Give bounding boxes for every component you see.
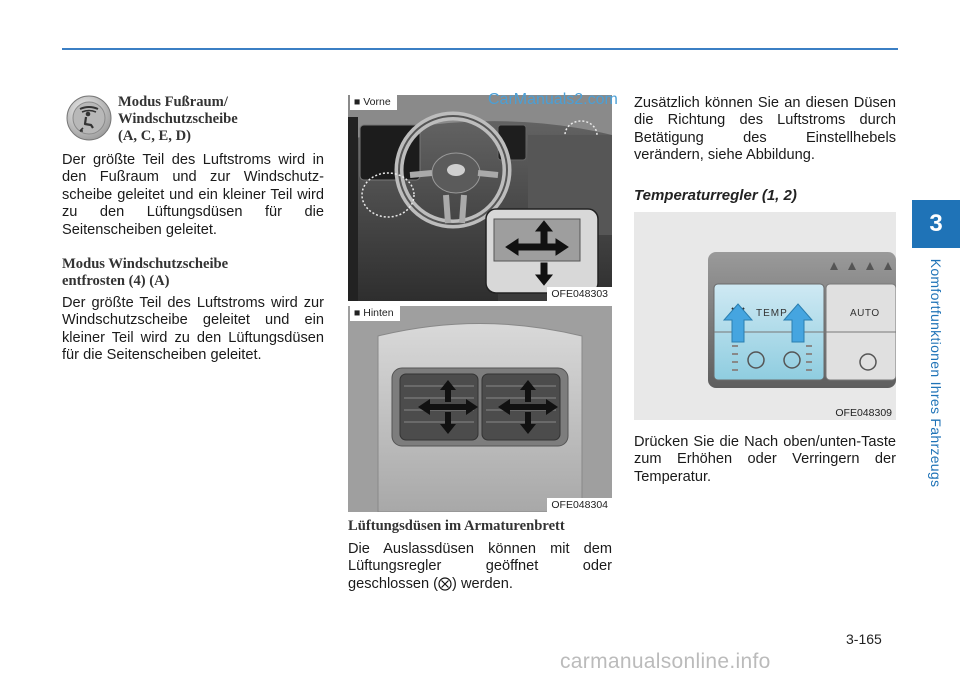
temperature-control-figure: [634, 212, 896, 420]
chapter-number-tab: 3: [912, 200, 960, 248]
dashboard-vents-title: Lüftungsdüsen im Armaturenbrett: [348, 518, 565, 534]
defrost-section-title: [62, 256, 322, 290]
rear-figure-code: OFE048304: [547, 498, 612, 512]
rear-figure-label: ■ Hinten: [350, 306, 400, 321]
front-figure-code: OFE048303: [547, 287, 612, 301]
panel-temp-label: TEMP: [756, 308, 788, 319]
panel-auto-label: AUTO: [850, 308, 880, 319]
floor-windshield-mode-icon: [66, 95, 112, 141]
temperature-control-heading: Temperaturregler (1, 2): [634, 187, 797, 204]
temperature-description: Drücken Sie die Nach oben/unten-Taste zum Erhöhen oder Verringern der Temperatur.: [634, 434, 896, 485]
vents-text-start: Die Auslassdüsen können mit dem Lüftungsregler geöffnet oder geschlossen (: [348, 541, 612, 592]
mode-floor-windshield-icon: [66, 95, 112, 141]
front-figure-label: ■ Vorne: [350, 95, 397, 110]
airflow-direction-description: Zusätzlich können Sie an diesen Düsen die Richtung des Luftstroms durch Betätigung des Einstellhebels verändern, siehe Abbildung.: [634, 95, 896, 164]
dashboard-vents-description: [348, 541, 612, 596]
defrost-description: Der größte Teil des Luftstroms wird zur Windschutzscheibe geleitet und ein kleiner Teil wird zu den Lüftungsdüsen für die Seitenscheiben geleitet.: [62, 295, 324, 364]
watermark-bottom: carmanualsonline.info: [560, 650, 771, 673]
rear-vents-figure: [348, 306, 612, 512]
defrost-title-line-2: entfrosten (4) (A): [62, 273, 170, 289]
mode-title-line-2: Windschutzscheibe: [118, 111, 238, 127]
mode-title-line-3: (A, C, E, D): [118, 128, 191, 144]
watermark-top: CarManuals2.com: [488, 91, 618, 108]
temperature-figure-code: OFE048309: [835, 407, 892, 419]
rear-console-illustration: [348, 306, 612, 512]
vents-text-end: ) werden.: [452, 575, 513, 592]
close-vent-icon: [438, 577, 452, 596]
chapter-title: Komfortfunktionen Ihres Fahrzeugs: [928, 258, 944, 487]
front-vents-figure: [348, 95, 612, 301]
page-number: 3-165: [846, 631, 882, 647]
chapter-title-tab: [912, 250, 960, 495]
mode-title-line-1: Modus Fußraum/: [118, 94, 228, 110]
front-dashboard-illustration: [348, 95, 612, 301]
defrost-title-line-1: Modus Windschutzscheibe: [62, 256, 229, 272]
mode-title: [118, 94, 318, 145]
mode-description: Der größte Teil des Luftstroms wird in den Fußraum und zur Windschutz-scheibe geleitet und ein kleiner Teil wird zu den Lüftungsdüsen für die Seitenscheiben geleitet.: [62, 152, 324, 238]
header-rule: [62, 48, 898, 50]
